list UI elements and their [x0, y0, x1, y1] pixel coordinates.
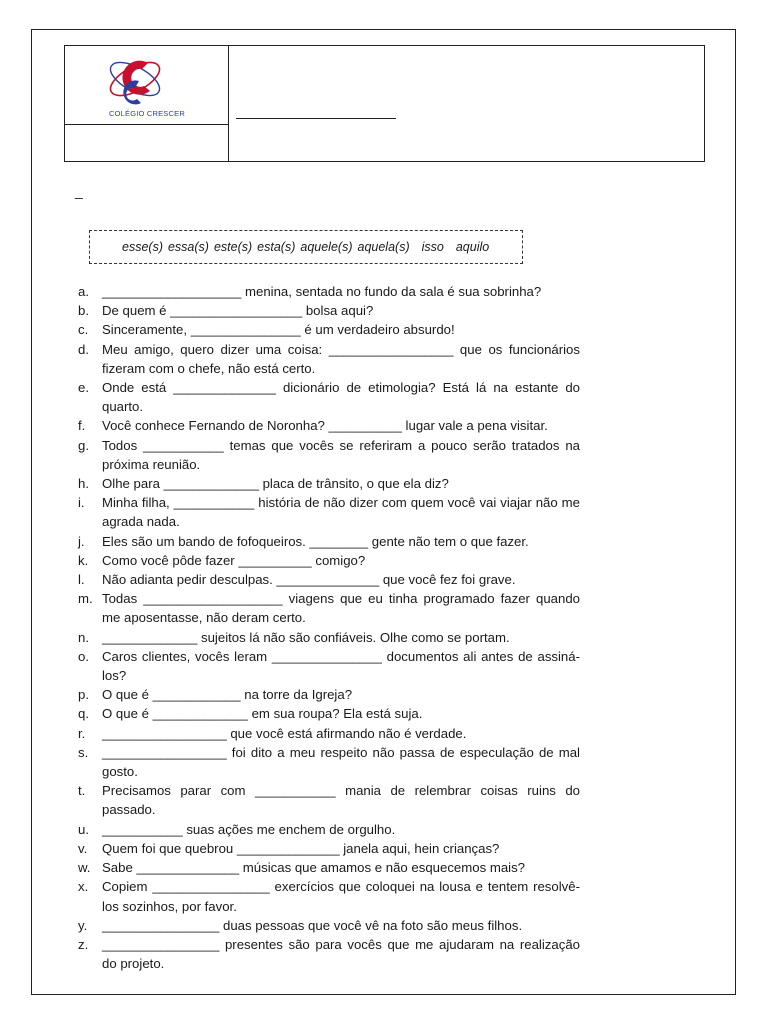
- exercise-item: [78, 647, 580, 685]
- logo-caption: COLÉGIO CRESCER: [109, 109, 185, 118]
- exercise-item: [78, 570, 580, 589]
- exercise-text: ___________________ menina, sentada no fundo da sala é sua sobrinha?: [102, 284, 542, 299]
- exercise-item: [78, 589, 580, 627]
- exercise-label: p.: [78, 687, 89, 703]
- exercise-label: z.: [78, 936, 89, 952]
- exercise-text: Precisamos parar com ___________ mania de relembrar coisas ruins do passado.: [102, 783, 580, 818]
- exercise-item: [78, 781, 580, 819]
- exercise-item: [78, 436, 580, 474]
- exercise-label: r.: [78, 725, 86, 741]
- word-bank-item: esta(s): [257, 240, 296, 254]
- exercise-item: [78, 301, 580, 320]
- exercise-text: ________________ duas pessoas que você vê na foto são meus filhos.: [102, 917, 523, 933]
- exercise-text: Caros clientes, vocês leram _______________ documentos ali antes de assiná-los?: [102, 648, 580, 684]
- empty-cell: [65, 125, 229, 161]
- exercise-item: [78, 743, 580, 781]
- exercise-item: [78, 628, 580, 647]
- word-bank-item: aquilo: [455, 240, 490, 254]
- exercise-item: [78, 416, 580, 435]
- exercise-text: Você conhece Fernando de Noronha? __________ lugar vale a pena visitar.: [102, 418, 548, 434]
- exercise-item: [78, 532, 580, 551]
- exercise-text: Todas ___________________ viagens que eu tinha programado fazer quando me aposentasse, não deram certo.: [102, 591, 580, 626]
- exercise-list: [78, 282, 580, 973]
- exercise-item: [78, 877, 580, 915]
- exercise-label: b.: [78, 303, 89, 319]
- header-table: [64, 45, 705, 162]
- exercise-text: Como você pôde fazer __________ comigo?: [102, 552, 366, 568]
- exercise-label: n.: [78, 629, 89, 645]
- exercise-label: q.: [78, 706, 89, 722]
- top-mark: _: [75, 183, 83, 199]
- exercise-text: _____________ sujeitos lá não são confiáveis. Olhe como se portam.: [102, 629, 510, 645]
- exercise-item: [78, 935, 580, 973]
- exercise-label: c.: [78, 322, 89, 338]
- exercise-item: [78, 724, 580, 743]
- exercise-label: w.: [78, 860, 91, 876]
- exercise-text: Onde está ______________ dicionário de etimologia? Está lá na estante do quarto.: [102, 380, 580, 415]
- word-bank-item: aquela(s): [357, 240, 410, 254]
- exercise-label: g.: [78, 437, 89, 453]
- exercise-text: Copiem ________________ exercícios que coloquei na lousa e tentem resolvê-los sozinhos, por favor.: [102, 879, 580, 914]
- exercise-text: O que é ____________ na torre da Igreja?: [102, 687, 353, 703]
- exercise-label: e.: [78, 380, 89, 396]
- exercise-item: [78, 282, 580, 301]
- exercise-item: [78, 474, 580, 493]
- exercise-label: d.: [78, 341, 89, 357]
- exercise-text: De quem é __________________ bolsa aqui?: [102, 303, 374, 319]
- exercise-item: [78, 820, 580, 839]
- exercise-text: ___________ suas ações me enchem de orgulho.: [102, 821, 396, 837]
- word-bank-item: essa(s): [167, 240, 209, 254]
- exercise-label: y.: [78, 917, 88, 933]
- exercise-label: u.: [78, 821, 89, 837]
- word-bank-item: aquele(s): [300, 240, 353, 254]
- exercise-label: k.: [78, 552, 89, 568]
- exercise-label: f.: [78, 418, 86, 434]
- exercise-item: [78, 916, 580, 935]
- exercise-text: Eles são um bando de fofoqueiros. ________ gente não tem o que fazer.: [102, 533, 529, 549]
- exercise-text: O que é _____________ em sua roupa? Ela está suja.: [102, 706, 423, 722]
- word-bank-box: [89, 230, 523, 264]
- exercise-text: Quem foi que quebrou ______________ janela aqui, hein crianças?: [102, 840, 500, 856]
- school-logo: [101, 51, 191, 115]
- exercise-item: [78, 551, 580, 570]
- word-bank-item: este(s): [213, 240, 253, 254]
- logo-cell: [65, 46, 229, 125]
- name-line: [236, 118, 396, 119]
- exercise-label: v.: [78, 840, 88, 856]
- exercise-item: [78, 858, 580, 877]
- word-bank-item: esse(s): [122, 240, 163, 254]
- exercise-label: a.: [78, 284, 89, 299]
- exercise-text: Não adianta pedir desculpas. ______________ que você fez foi grave.: [102, 572, 516, 588]
- exercise-text: Olhe para _____________ placa de trânsito, o que ela diz?: [102, 476, 449, 492]
- exercise-item: [78, 378, 580, 416]
- exercise-text: Sinceramente, _______________ é um verdadeiro absurdo!: [102, 322, 455, 338]
- exercise-item: [78, 493, 580, 531]
- exercise-item: [78, 320, 580, 339]
- exercise-item: [78, 704, 580, 723]
- exercise-text: Meu amigo, quero dizer uma coisa: _________________ que os funcionários fizeram com o chefe, não está certo.: [102, 341, 580, 376]
- exercise-label: o.: [78, 648, 89, 664]
- exercise-text: Minha filha, ___________ história de não dizer com quem você vai viajar não me agrada nada.: [102, 495, 580, 530]
- exercise-item: [78, 340, 580, 378]
- word-bank-item: isso: [421, 240, 444, 254]
- exercise-item: [78, 839, 580, 858]
- exercise-label: x.: [78, 879, 89, 895]
- exercise-label: j.: [78, 533, 85, 549]
- exercise-text: _________________ foi dito a meu respeito não passa de especulação de mal gosto.: [102, 744, 580, 780]
- exercise-label: i.: [78, 495, 85, 511]
- exercise-label: s.: [78, 744, 89, 760]
- exercise-label: t.: [78, 783, 86, 799]
- exercise-item: [78, 685, 580, 704]
- exercise-text: Sabe ______________ músicas que amamos e não esquecemos mais?: [102, 860, 526, 876]
- exercise-text: ________________ presentes são para vocês que me ajudaram na realização do projeto.: [102, 936, 580, 972]
- exercise-label: m.: [78, 591, 93, 607]
- exercise-label: l.: [78, 572, 85, 588]
- exercise-label: h.: [78, 476, 89, 492]
- exercise-text: Todos ___________ temas que vocês se referiram a pouco serão tratados na próxima reunião.: [102, 437, 580, 472]
- exercise-text: _________________ que você está afirmando não é verdade.: [102, 725, 467, 741]
